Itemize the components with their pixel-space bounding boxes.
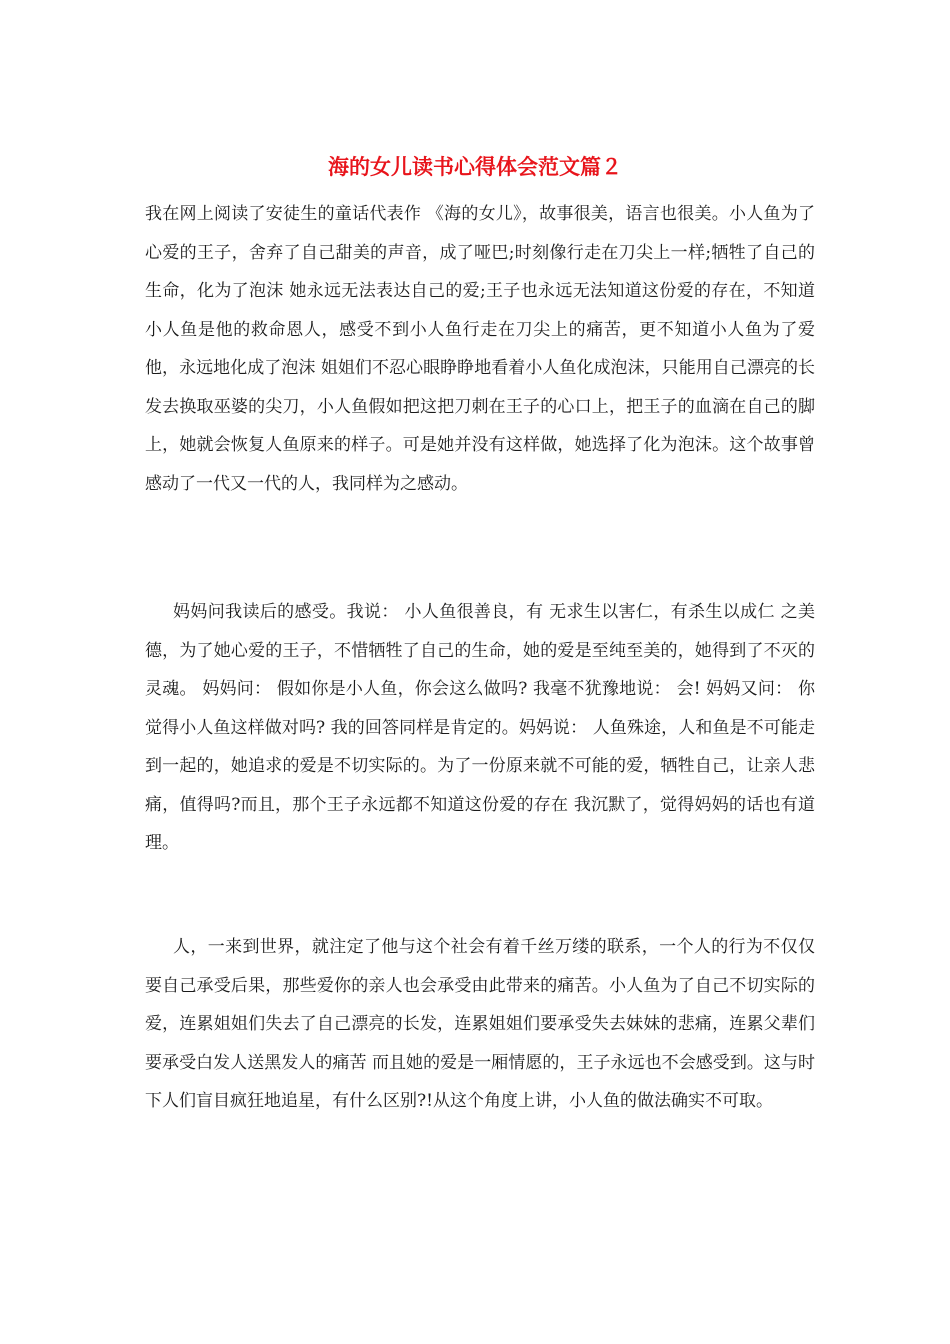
paragraph-2: 妈妈问我读后的感受。我说： 小人鱼很善良，有 无求生以害仁，有杀生以成仁 之美德，为了她心爱的王子，不惜牺牲了自己的生命，她的爱是至纯至美的，她得到了不灭的灵魂。 妈妈问： 假如你是小人鱼，你会这么做吗? 我毫不犹豫地说： 会! 妈妈又问： 你觉得小人鱼这样做对吗? 我的回答同样是肯定的。妈妈说： 人鱼殊途，人和鱼是不可能走到一起的，她追求的爱是不切实际的。为了一份原来就不可能的爱，牺牲自己，让亲人悲痛，值得吗?而且，那个王子永远都不知道这份爱的存在 我沉默了，觉得妈妈的话也有道理。 xyxy=(145,602,815,853)
document-title: 海的女儿读书心得体会范文篇２ xyxy=(328,154,622,179)
paragraph-3: 人，一来到世界，就注定了他与这个社会有着千丝万缕的联系，一个人的行为不仅仅要自己承受后果，那些爱你的亲人也会承受由此带来的痛苦。小人鱼为了自己不切实际的爱，连累姐姐们失去了自己漂亮的长发，连累姐姐们要承受失去妹妹的悲痛，连累父辈们要承受白发人送黑发人的痛苦 而且她的爱是一厢情愿的，王子永远也不会感受到。这与时下人们盲目疯狂地追星，有什么区别?!从这个角度上讲，小人鱼的做法确实不可取。 xyxy=(145,937,815,1111)
paragraph-1: 我在网上阅读了安徒生的童话代表作 《海的女儿》，故事很美，语言也很美。小人鱼为了心爱的王子，舍弃了自己甜美的声音，成了哑巴;时刻像行走在刀尖上一样;牺牲了自己的生命，化为了泡沫 她永远无法表达自己的爱;王子也永远无法知道这份爱的存在，不知道小人鱼是他的救命恩人，感受不到小人鱼行走在刀尖上的痛苦，更不知道小人鱼为了爱他，永远地化成了泡沫 姐姐们不忍心眼睁睁地看着小人鱼化成泡沫，只能用自己漂亮的长发去换取巫婆的尖刀，小人鱼假如把这把刀刺在王子的心口上，把王子的血滴在自己的脚上，她就会恢复人鱼原来的样子。可是她并没有这样做，她选择了化为泡沫。这个故事曾感动了一代又一代的人，我同样为之感动。 xyxy=(145,204,815,494)
